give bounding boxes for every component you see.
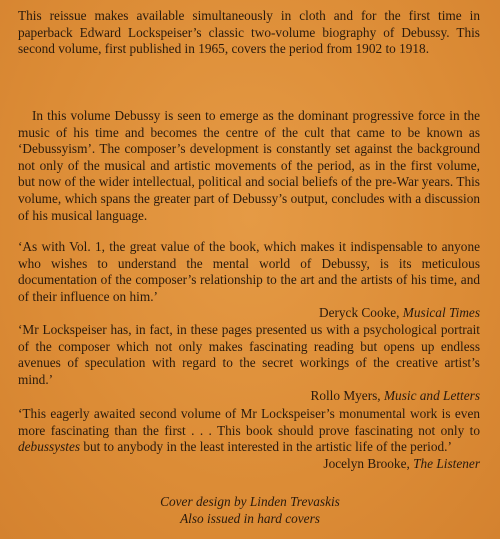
quote-source: Musical Times	[402, 305, 480, 321]
also-issued-note: Also issued in hard covers	[180, 510, 320, 526]
quote-text: ‘This eagerly awaited second volume of Mr Lockspeiser’s monumental work is even more fascinating than the first . . . This book should prove fascinating not only to	[18, 406, 480, 438]
blurb-paragraph-2: In this volume Debussy is seen to emerge as the dominant progressive force in the music of his time and becomes the centre of the cult that came to be known as ‘Debussyism’. The composer’s development is constantly set against the background not only of the musical and artistic movements of the period, as in the first volume, but now of the wider intellectual, political and social beliefs of the pre-War years. This volume, which spans the greater part of Debussy’s output, concludes with a discussion of his musical language.	[18, 108, 480, 223]
quote-author: Rollo Myers,	[310, 388, 381, 404]
credits	[0, 494, 500, 527]
quote-italic-term: debussystes	[18, 439, 81, 455]
quote-attribution	[18, 456, 480, 473]
review-quote-1	[18, 239, 480, 322]
quote-text: ‘Mr Lockspeiser has, in fact, in these pages presented us with a psychological portrait of the composer which not only makes fascinating reading but opens up endless avenues of speculation with regard to the secret workings of the creative artist’s mind.’	[18, 322, 480, 387]
quote-attribution	[18, 388, 480, 405]
quote-source: Music and Letters	[383, 388, 480, 404]
quote-attribution	[18, 305, 480, 322]
quote-author: Jocelyn Brooke,	[323, 455, 410, 471]
cover-design-credit: Cover design by Linden Trevaskis	[160, 494, 340, 509]
quote-text-end: but to anybody in the least interested in the artistic life of the period.’	[80, 439, 452, 455]
quote-source: The Listener	[413, 455, 480, 471]
review-quote-3	[18, 406, 480, 472]
blurb-paragraph-1: This reissue makes available simultaneously in cloth and for the first time in paperback Edward Lockspeiser’s classic two-volume biography of Debussy. This second volume, first published in 1965, covers the period from 1902 to 1918.	[18, 8, 480, 57]
quote-text: ‘As with Vol. 1, the great value of the book, which makes it indispensable to anyone who wishes to understand the mental world of Debussy, is its meticulous documentation of the composer’s relationship to the art and the artists of his time, and of their influence on him.’	[18, 239, 480, 304]
quote-author: Deryck Cooke,	[318, 305, 400, 321]
review-quote-2	[18, 322, 480, 405]
